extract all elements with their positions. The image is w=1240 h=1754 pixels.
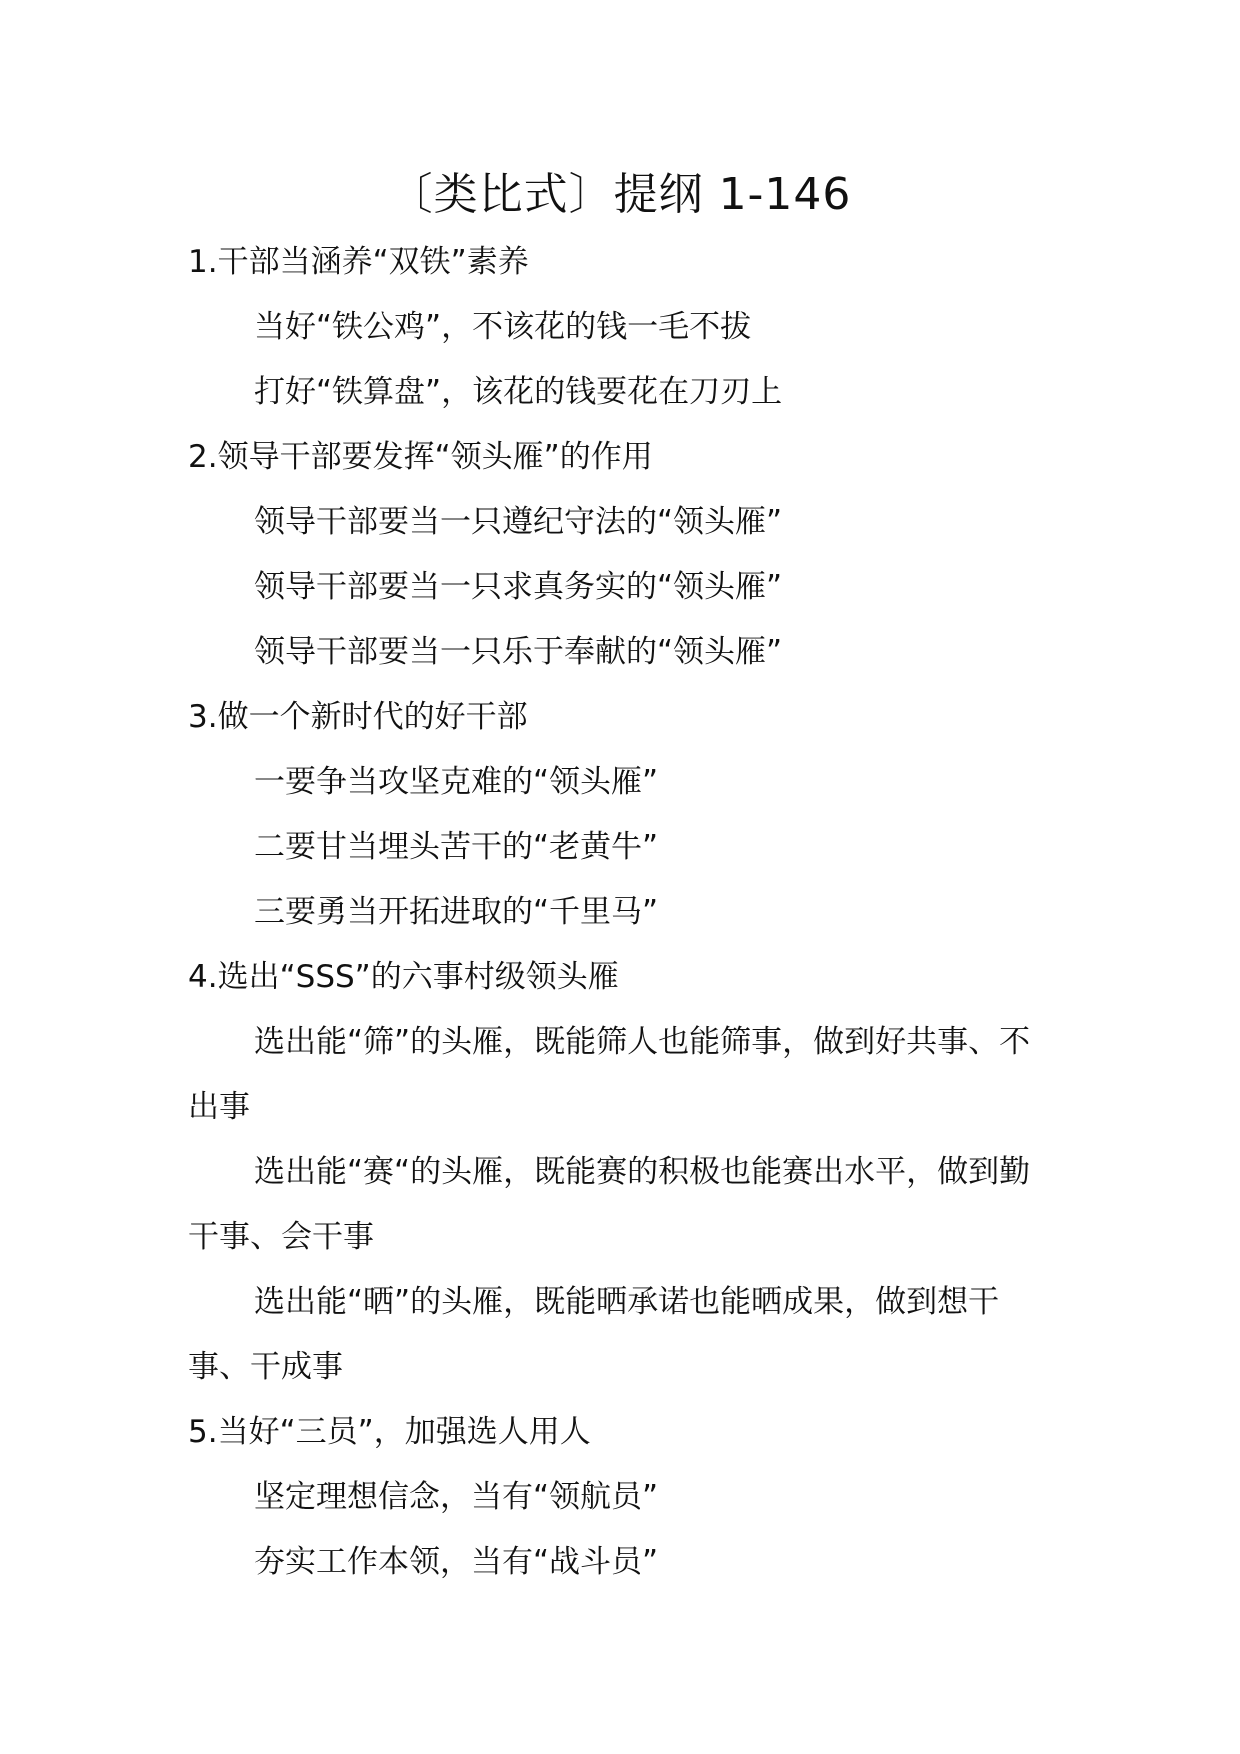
section-4-point-1: 选出能“筛”的头雁，既能筛人也能筛事，做到好共事、不出事 bbox=[188, 1024, 1031, 1125]
section-1-point-1: 当好“铁公鸡”，不该花的钱一毛不拔 bbox=[254, 309, 752, 345]
section-4-point-2: 选出能“赛“的头雁，既能赛的积极也能赛出水平，做到勤干事、会干事 bbox=[188, 1154, 1031, 1255]
document-body bbox=[188, 230, 1068, 1595]
section-5-point-1: 坚定理想信念，当有“领航员” bbox=[254, 1479, 659, 1515]
section-heading-1: 1.干部当涵养“双铁”素养 bbox=[188, 244, 529, 280]
section-2-point-3: 领导干部要当一只乐于奉献的“领头雁” bbox=[254, 634, 783, 670]
section-heading-5: 5.当好“三员”，加强选人用人 bbox=[188, 1414, 591, 1450]
section-4-point-3: 选出能“晒”的头雁，既能晒承诺也能晒成果，做到想干事、干成事 bbox=[188, 1284, 1000, 1385]
section-3-point-3: 三要勇当开拓进取的“千里马” bbox=[254, 894, 659, 930]
section-heading-4: 4.选出“SSS”的六事村级领头雁 bbox=[188, 959, 619, 995]
document-title: 〔类比式〕提纲 1-146 bbox=[388, 169, 852, 220]
section-3-point-2: 二要甘当埋头苦干的“老黄牛” bbox=[254, 829, 659, 865]
section-2-point-1: 领导干部要当一只遵纪守法的“领头雁” bbox=[254, 504, 783, 540]
section-heading-3: 3.做一个新时代的好干部 bbox=[188, 699, 528, 735]
section-3-point-1: 一要争当攻坚克难的“领头雁” bbox=[254, 764, 659, 800]
section-1-point-2: 打好“铁算盘”，该花的钱要花在刀刃上 bbox=[254, 374, 783, 410]
section-5-point-2: 夯实工作本领，当有“战斗员” bbox=[254, 1544, 659, 1580]
section-2-point-2: 领导干部要当一只求真务实的“领头雁” bbox=[254, 569, 783, 605]
section-heading-2: 2.领导干部要发挥“领头雁”的作用 bbox=[188, 439, 653, 475]
